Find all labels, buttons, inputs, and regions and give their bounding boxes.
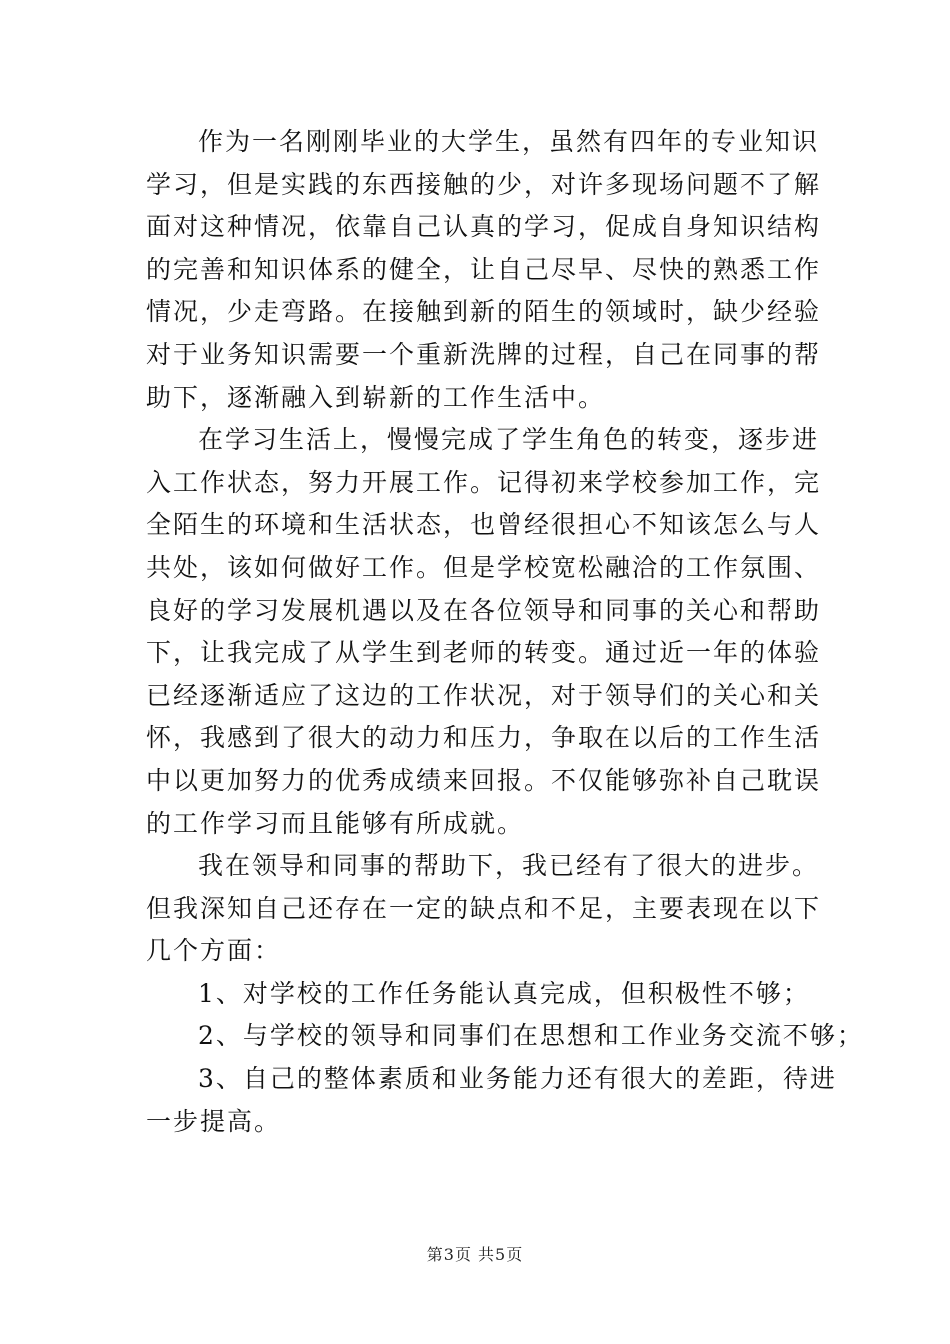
text-line: 良好的学习发展机遇以及在各位领导和同事的关心和帮助	[146, 595, 822, 625]
text-line: 我在领导和同事的帮助下，我已经有了很大的进步。	[198, 851, 820, 881]
text-line: 的工作学习而且能够有所成就。	[146, 808, 525, 838]
text-line: 一步提高。	[146, 1106, 282, 1136]
text-line: 下，让我完成了从学生到老师的转变。通过近一年的体验	[146, 638, 822, 668]
text-line: 但我深知自己还存在一定的缺点和不足，主要表现在以下	[146, 893, 822, 923]
text-line: 全陌生的环境和生活状态，也曾经很担心不知该怎么与人	[146, 510, 822, 540]
text-line: 助下，逐渐融入到崭新的工作生活中。	[146, 382, 606, 412]
text-line: 入工作状态，努力开展工作。记得初来学校参加工作，完	[146, 467, 822, 497]
text-line: 2、与学校的领导和同事们在思想和工作业务交流不够；	[198, 1021, 864, 1051]
text-line: 的完善和知识体系的健全，让自己尽早、尽快的熟悉工作	[146, 254, 822, 284]
text-line: 已经逐渐适应了这边的工作状况，对于领导们的关心和关	[146, 680, 822, 710]
text-line: 怀，我感到了很大的动力和压力，争取在以后的工作生活	[146, 723, 822, 753]
text-line: 作为一名刚刚毕业的大学生，虽然有四年的专业知识	[198, 127, 820, 156]
page-footer: 第3页 共5页	[426, 1245, 524, 1264]
text-line: 情况，少走弯路。在接触到新的陌生的领域时，缺少经验	[146, 297, 822, 327]
text-line: 在学习生活上，慢慢完成了学生角色的转变，逐步进	[198, 425, 820, 455]
text-line: 3、自己的整体素质和业务能力还有很大的差距，待进	[198, 1064, 837, 1094]
text-line: 几个方面：	[146, 936, 282, 966]
document-body	[146, 121, 864, 1143]
text-line: 对于业务知识需要一个重新洗牌的过程，自己在同事的帮	[146, 339, 822, 369]
text-line: 中以更加努力的优秀成绩来回报。不仅能够弥补自己耽误	[146, 765, 822, 795]
text-line: 面对这种情况，依靠自己认真的学习，促成自身知识结构	[146, 212, 822, 242]
text-line: 1、对学校的工作任务能认真完成，但积极性不够；	[198, 978, 810, 1008]
text-line: 共处，该如何做好工作。但是学校宽松融洽的工作氛围、	[146, 552, 822, 582]
text-line: 学习，但是实践的东西接触的少，对许多现场问题不了解	[146, 169, 822, 199]
